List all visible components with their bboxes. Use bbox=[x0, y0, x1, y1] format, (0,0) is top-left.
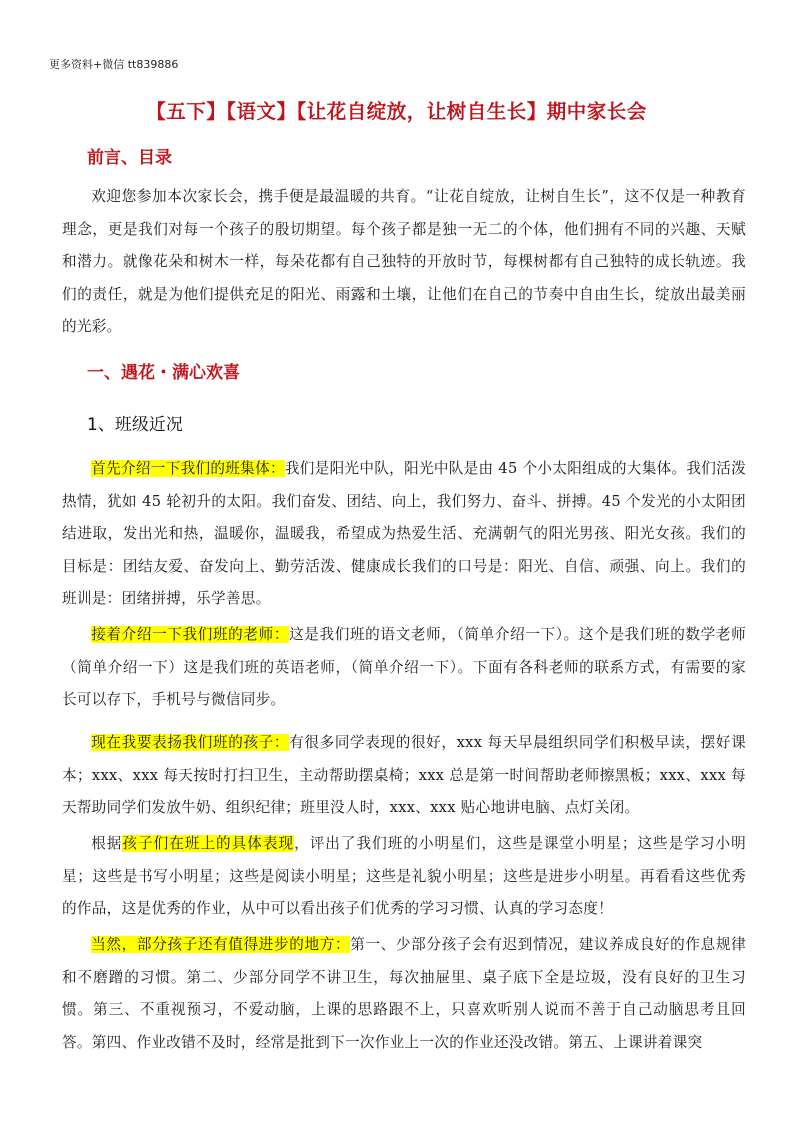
paragraph-prefix: 根据 bbox=[91, 835, 123, 852]
highlighted-lead: 首先介绍一下我们的班集体： bbox=[91, 460, 285, 477]
paragraph-praise-students bbox=[62, 727, 746, 825]
part1-heading: 一、遇花・满心欢喜 bbox=[87, 363, 240, 383]
paragraph-body: ，评出了我们班的小明星们，这些是课堂小明星；这些是学习小明星；这些是书写小明星；这些是阅读小明星；这些是礼貌小明星；这些是进步小明星。再看看这些优秀的作品，这是优秀的作业，从中可以看出孩子们优秀的学习习惯、认真的学习态度！ bbox=[62, 835, 746, 917]
highlighted-lead: 现在我要表扬我们班的孩子： bbox=[91, 734, 290, 751]
paragraph-body: 这是我们班的语文老师，（简单介绍一下）。这个是我们班的数学老师（简单介绍一下）这是我们班的英语老师，（简单介绍一下）。下面有各科老师的联系方式，有需要的家长可以存下，手机号与微信同步。 bbox=[62, 626, 747, 708]
paragraph-body: 有很多同学表现的很好，xxx 每天早晨组织同学们积极早读，摆好课本；xxx、xxx 每天按时打扫卫生，主动帮助摆桌椅；xxx 总是第一时间帮助老师擦黑板；xxx、xxx 每天帮助同学们发放牛奶、组织纪律；班里没人时，xxx、xxx 贴心地讲电脑、点灯关闭。 bbox=[62, 734, 747, 816]
preface-paragraph: 欢迎您参加本次家长会，携手便是最温暖的共育。“让花自绽放，让树自生长”，这不仅是一种教育理念，更是我们对每一个孩子的殷切期望。每个孩子都是独一无二的个体，他们拥有不同的兴趣、天赋和潜力。就像花朵和树木一样，每朵花都有自己独特的开放时节，每棵树都有自己独特的成长轨迹。我们的责任，就是为他们提供充足的阳光、雨露和土壤，让他们在自己的节奏中自由生长，绽放出最美丽的光彩。 bbox=[62, 188, 746, 335]
paragraph-improvements bbox=[62, 929, 746, 1059]
class-status-heading: 1、班级近况 bbox=[87, 415, 183, 435]
paragraph-body: 我们是阳光中队，阳光中队是由 45 个小太阳组成的大集体。我们活泼热情，犹如 45 轮初升的太阳。我们奋发、团结、向上，我们努力、奋斗、拼搏。45 个发光的小太阳团结进取，发出光和热，温暖你，温暖我，希望成为热爱生活、充满朝气的阳光男孩、阳光女孩。我们的目标是：团结友爱、奋发向上、勤劳活泼、健康成长我们的口号是：阳光、自信、顽强、向上。我们的班训是：团绪拼搏，乐学善思。 bbox=[62, 460, 746, 607]
paragraph-class-intro bbox=[62, 453, 746, 616]
highlighted-lead: 接着介绍一下我们班的老师： bbox=[91, 626, 290, 643]
watermark-text: 更多资料+微信 tt839886 bbox=[49, 58, 179, 71]
paragraph-star-students bbox=[62, 828, 746, 926]
document-title: 【五下】【语文】【让花自绽放，让树自生长】期中家长会 bbox=[146, 100, 647, 123]
preface-heading: 前言、目录 bbox=[87, 148, 172, 168]
paragraph-body: 第一、少部分孩子会有迟到情况，建议养成良好的作息规律和不磨蹭的习惯。第二、少部分同学不讲卫生，每次抽屉里、桌子底下全是垃圾，没有良好的卫生习惯。第三、不重视预习，不爱动脑，上课的思路跟不上，只喜欢听别人说而不善于自己动脑思考且回答。第四、作业改错不及时，经常是批到下一次作业上一次的作业还没改错。第五、上课讲着课突 bbox=[62, 936, 746, 1051]
highlighted-lead: 孩子们在班上的具体表现 bbox=[122, 835, 295, 852]
paragraph-teachers-intro bbox=[62, 619, 746, 717]
highlighted-lead: 当然，部分孩子还有值得进步的地方： bbox=[91, 936, 351, 953]
